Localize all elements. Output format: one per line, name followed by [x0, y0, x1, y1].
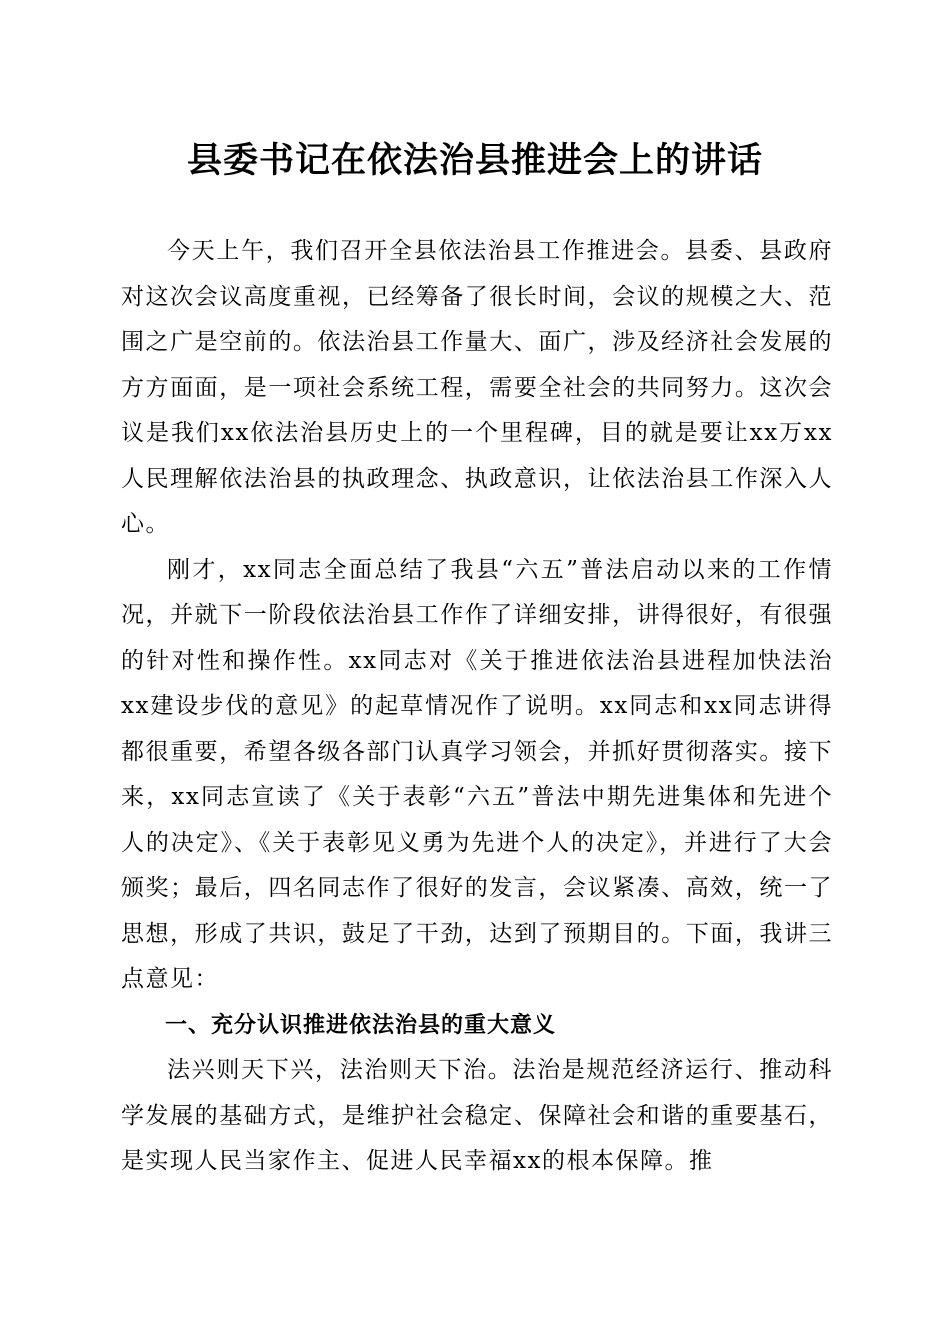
section-heading-1: 一、充分认识推进依法治县的重大意义	[165, 1012, 557, 1038]
document-body	[121, 229, 833, 1185]
document-title: 县委书记在依法治县推进会上的讲话	[186, 140, 763, 181]
paragraph-summary: 刚才，xx同志全面总结了我县“六五”普法启动以来的工作情况，并就下一阶段依法治县工作作了详细安排，讲得很好，有很强的针对性和操作性。xx同志对《关于推进依法治县进程加快法治xx建设步伐的意见》的起草情况作了说明。xx同志和xx同志讲得都很重要，希望各级各部门认真学习领会，并抓好贯彻落实。接下来，xx同志宣读了《关于表彰“六五”普法中期先进集体和先进个人的决定》、《关于表彰见义勇为先进个人的决定》，并进行了大会颁奖；最后，四名同志作了很好的发言，会议紧凑、高效，统一了思想，形成了共识，鼓足了干劲，达到了预期目的。下面，我讲三点意见：	[121, 556, 833, 992]
paragraph-section-1: 法兴则天下兴，法治则天下治。法治是规范经济运行、推动科学发展的基础方式，是维护社会稳定、保障社会和谐的重要基石，是实现人民当家作主、促进人民幸福xx的根本保障。推	[121, 1057, 833, 1174]
paragraph-opening: 今天上午，我们召开全县依法治县工作推进会。县委、县政府对这次会议高度重视，已经筹备了很长时间，会议的规模之大、范围之广是空前的。依法治县工作量大、面广，涉及经济社会发展的方方面面，是一项社会系统工程，需要全社会的共同努力。这次会议是我们xx依法治县历史上的一个里程碑，目的就是要让xx万xx人民理解依法治县的执政理念、执政意识，让依法治县工作深入人心。	[121, 238, 833, 537]
